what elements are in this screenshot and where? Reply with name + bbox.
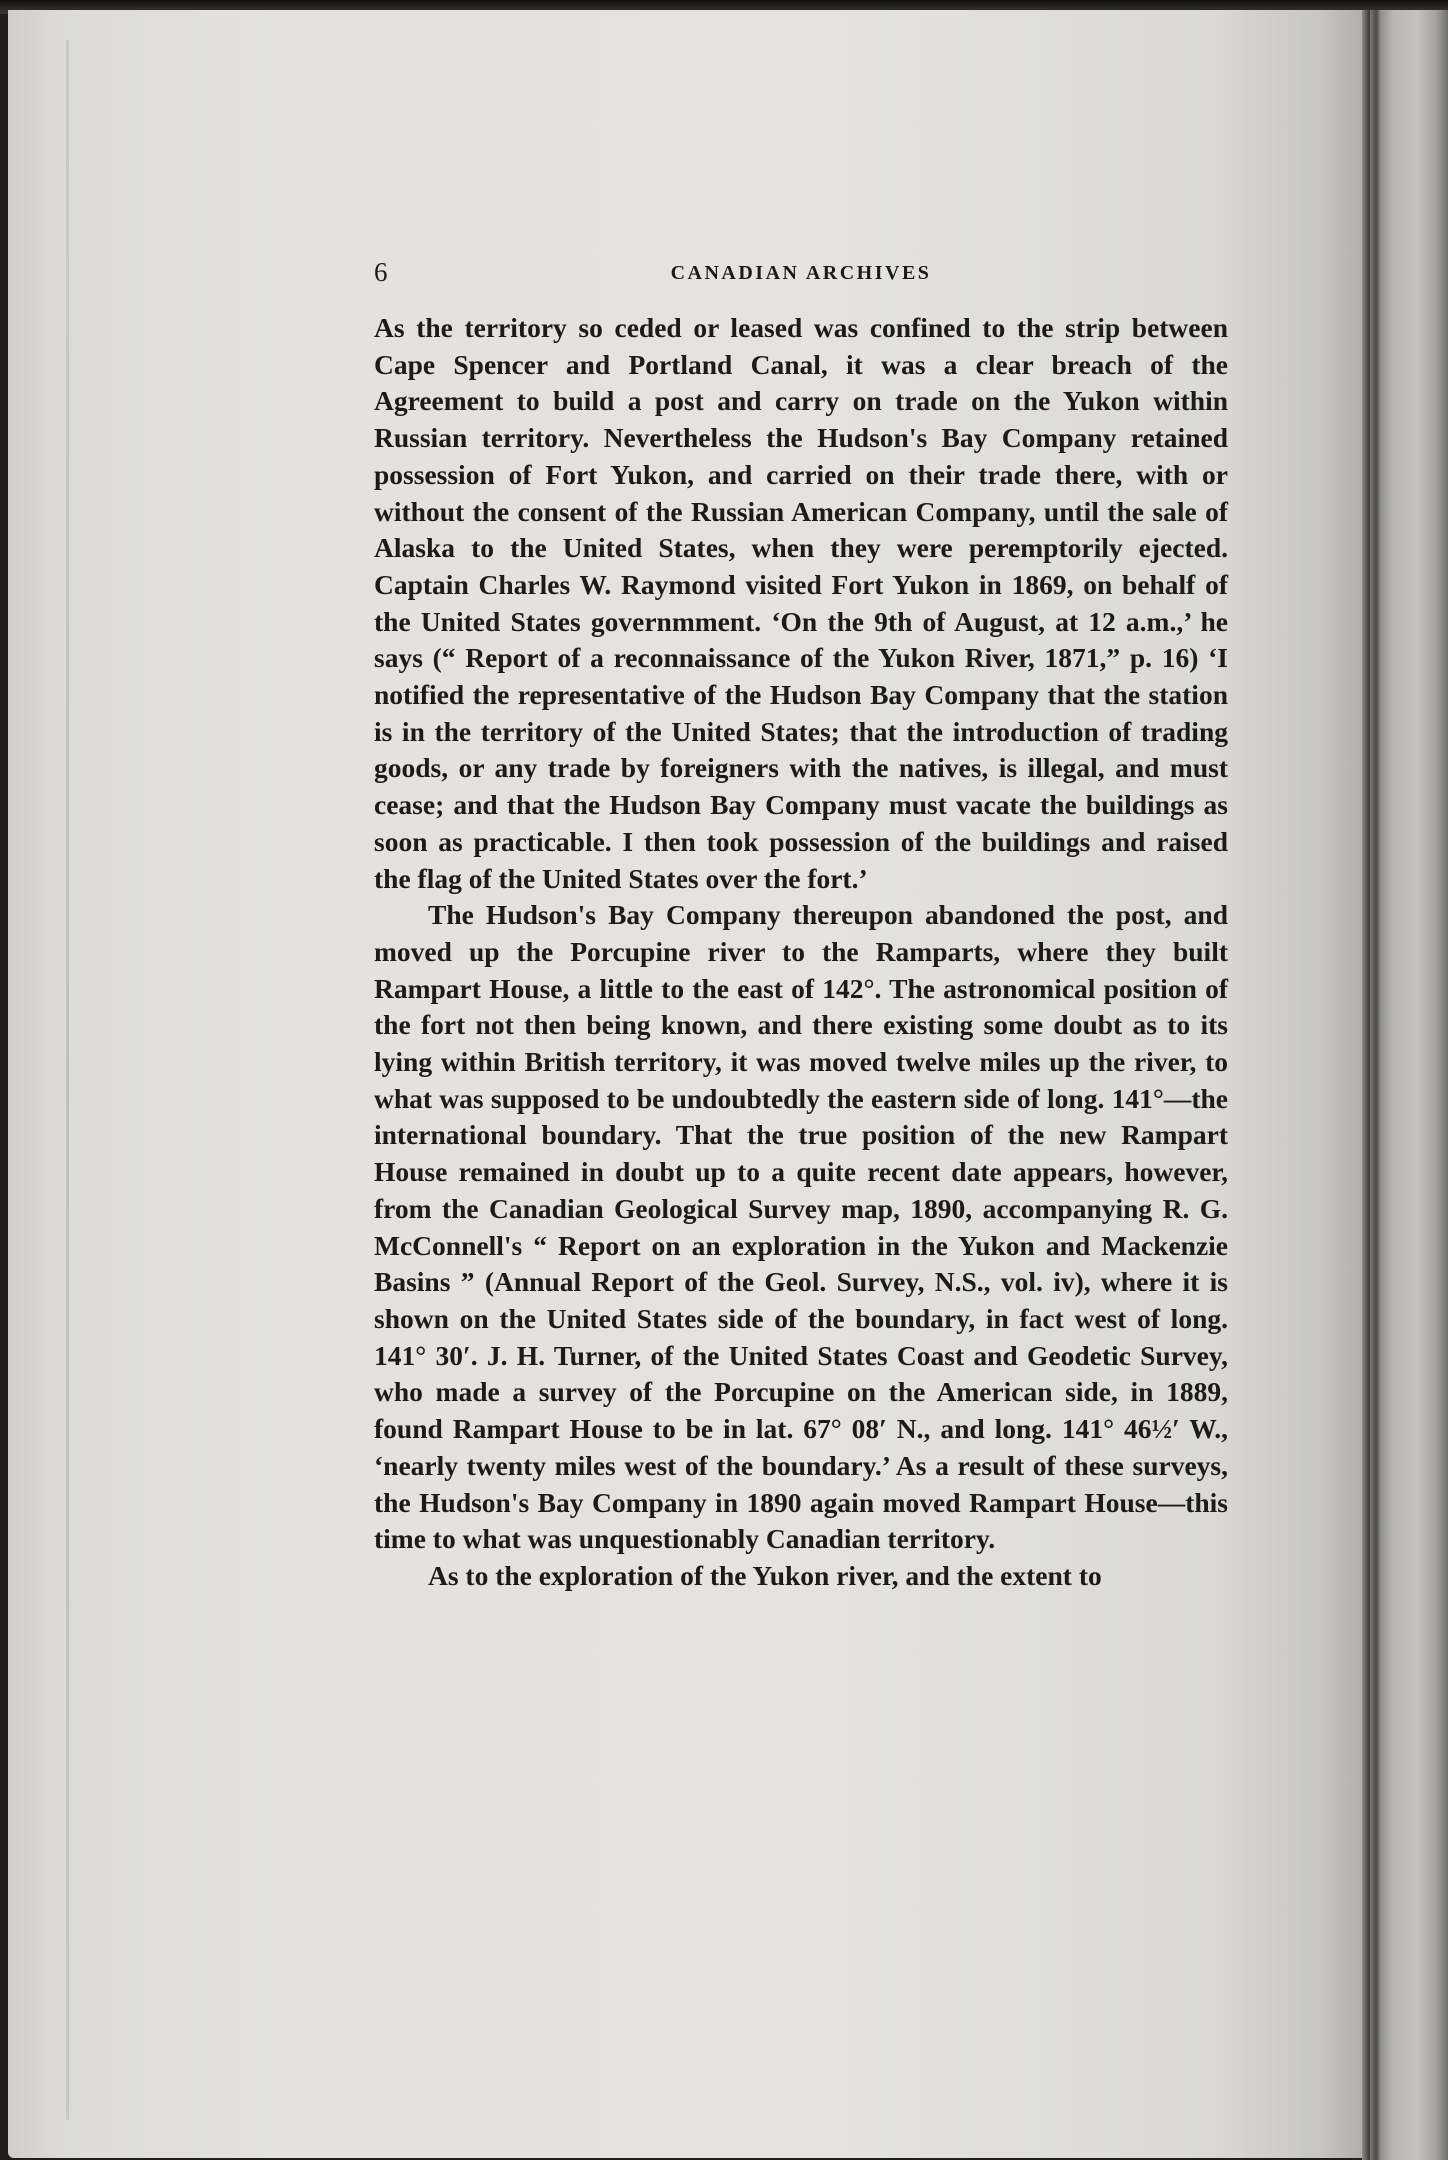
paragraph-2: The Hudson's Bay Company thereupon abandoned the post, and moved up the Porcupine river to the Ramparts, where they built Rampart House, a little to the east of 142°. The astronomical position of the fort not then being known, and there existing some doubt as to its lying within British territory, it was moved twelve miles up the river, to what was supposed to be undoubtedly the eastern side of long. 141°—the international boundary. That the true position of the new Rampart House remained in doubt up to a quite recent date appears, however, from the Canadian Geological Survey map, 1890, accompanying R. G. McConnell's “ Report on an exploration in the Yukon and Mackenzie Basins ” (Annual Report of the Geol. Survey, N.S., vol. iv), where it is shown on the United States side of the boundary, in fact west of long. 141° 30′. J. H. Turner, of the United States Coast and Geodetic Survey, who made a survey of the Porcupine on the American side, in 1889, found Rampart House to be in lat. 67° 08′ N., and long. 141° 46½′ W., ‘nearly twenty miles west of the boundary.’ As a result of these surveys, the Hudson's Bay Company in 1890 again moved Rampart House—this time to what was unquestionably Canadian territory. — [374, 899, 1228, 1555]
running-head-title: CANADIAN ARCHIVES — [670, 262, 932, 284]
page-fold-line — [66, 40, 69, 2120]
book-binding-edge — [1370, 10, 1448, 2160]
page-number: 6 — [374, 257, 388, 287]
running-head — [374, 256, 1228, 296]
paragraph-3: As to the exploration of the Yukon river, and the extent to — [428, 1559, 1102, 1591]
paragraph-1: As the territory so ceded or leased was confined to the strip between Cape Spencer and Portland Canal, it was a clear breach of the Agreement to build a post and carry on trade on the Yukon within Russian territory. Nevertheless the Hudson's Bay Company retained possession of Fort Yukon, and carried on their trade there, with or without the consent of the Russian American Company, until the sale of Alaska to the United States, when they were peremptorily ejected. Captain Charles W. Raymond visited Fort Yukon in 1869, on behalf of the United States governmment. ‘On the 9th of August, at 12 a.m.,’ he says (“ Report of a reconnaissance of the Yukon River, 1871,” p. 16) ‘I notified the representative of the Hudson Bay Company that the station is in the territory of the United States; that the introduction of trading goods, or any trade by foreigners with the natives, is illegal, and must cease; and that the Hudson Bay Company must vacate the buildings as soon as practicable. I then took possession of the buildings and raised the flag of the United States over the fort.’ — [374, 312, 1228, 894]
page-text-block — [374, 256, 1228, 1595]
